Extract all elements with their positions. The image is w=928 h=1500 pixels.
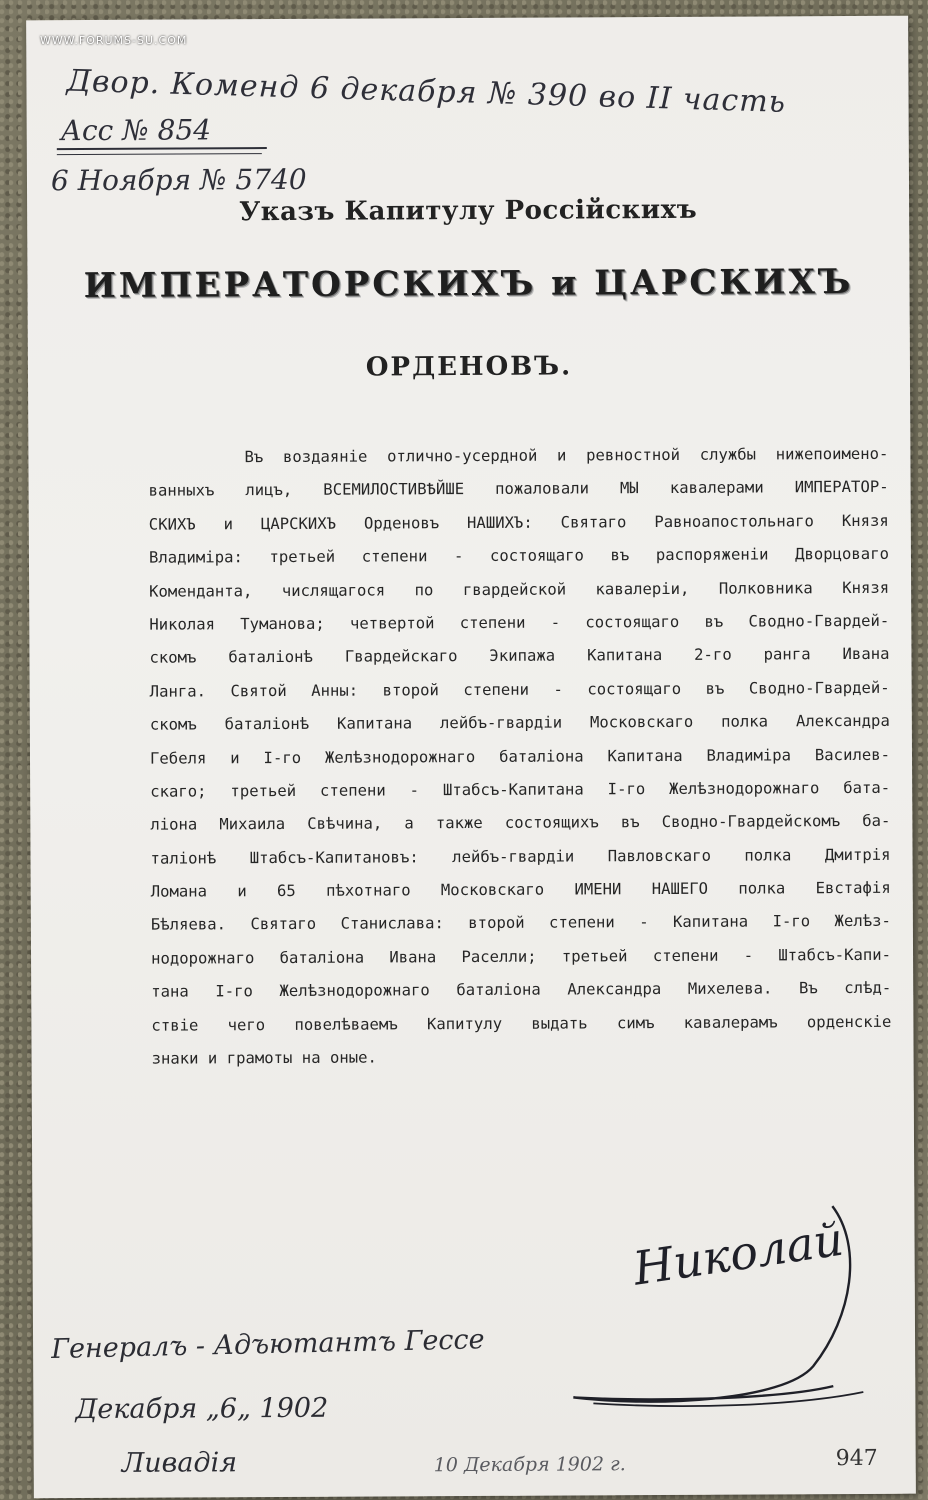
body-line: СКИХЪ и ЦАРСКИХЪ Орденовъ НАШИХЪ: Святаго Равноапостольнаго Князя <box>148 511 889 534</box>
handwritten-number-note: 6 Ноября № 5740 <box>50 162 307 198</box>
body-line: ствіе чего повелѣваемъ Капитулу выдать симъ кавалерамъ орденскіе <box>151 1012 892 1035</box>
decree-heading-line-3: ОРДЕНОВЪ. <box>365 351 573 383</box>
handwritten-date-note: 10 Декабря 1902 г. <box>433 1453 626 1477</box>
body-line: Ломана и 65 пѣхотнаго Московскаго ИМЕНИ НАШЕГО полка Евстафія <box>150 878 891 901</box>
body-line: тана I-го Желѣзнодорожнаго баталіона Александра Михелева. Въ слѣд- <box>151 979 892 1001</box>
page-number: 947 <box>835 1445 878 1472</box>
handwritten-underline <box>57 147 267 150</box>
body-line: Въ воздаяніе отлично-усердной и ревностной службы нижепоимено- <box>244 444 889 467</box>
body-line: Ланга. Святой Анны: второй степени - состоящаго въ Сводно-Гвардей- <box>149 678 890 701</box>
decree-heading-line-2: ИМПЕРАТОРСКИХЪ и ЦАРСКИХЪ <box>83 261 854 307</box>
body-line: нодорожнаго баталіона Ивана Раселли; третьей степени - Штабсъ-Капи- <box>151 945 892 968</box>
handwritten-date: Декабря „6„ 1902 <box>75 1392 329 1426</box>
body-line: Гебеля и I-го Желѣзнодорожнаго баталіона Капитана Владиміра Василев- <box>149 745 891 768</box>
handwritten-registry-note: Двор. Коменд 6 декабря № 390 во II часть <box>66 63 787 120</box>
document-sheet <box>26 16 916 1499</box>
decree-body <box>148 438 891 1076</box>
handwritten-place: Ливадія <box>121 1447 238 1479</box>
imperial-signature: Николай <box>629 1211 847 1296</box>
body-line: таліонѣ Штабсъ-Капитановъ: лейбъ-гвардіи Павловскаго полка Дмитрія <box>150 845 891 868</box>
body-line: ліона Михаила Свѣчина, а также состоящихъ въ Сводно-Гвардейскомъ ба- <box>150 812 891 834</box>
decree-heading-line-1: Указъ Капитулу Россійскихъ <box>239 194 698 228</box>
body-line: ванныхъ лицъ, ВСЕМИЛОСТИВѢЙШЕ пожаловали МЫ кавалерами ИМПЕРАТОР- <box>148 478 889 501</box>
body-line: Коменданта, числящагося по гвардейской кавалеріи, Полковника Князя <box>149 578 890 601</box>
handwritten-underline <box>57 153 262 155</box>
body-line: знаки и грамоты на оные. <box>151 1048 377 1068</box>
handwritten-assistant-note: Асс № 854 <box>60 113 212 148</box>
body-line: скомъ баталіонѣ Капитана лейбъ-гвардіи Московскаго полка Александра <box>149 711 890 734</box>
handwritten-countersign: Генералъ - Адъютантъ Гессе <box>50 1324 485 1365</box>
body-line: скомъ баталіонѣ Гвардейскаго Экипажа Капитана 2-го ранга Ивана <box>149 645 890 668</box>
body-line: Бѣляева. Святаго Станислава: второй степени - Капитана I-го Желѣз- <box>150 912 891 935</box>
body-line: Николая Туманова; четвертой степени - состоящаго въ Сводно-Гвардей- <box>149 611 890 634</box>
body-line: Владиміра: третьей степени - состоящаго въ распоряженіи Дворцоваго <box>148 544 889 567</box>
body-line: скаго; третьей степени - Штабсъ-Капитана I-го Желѣзнодорожнаго бата- <box>150 778 891 801</box>
watermark: WWW.FORUMS-SU.COM <box>40 34 188 47</box>
